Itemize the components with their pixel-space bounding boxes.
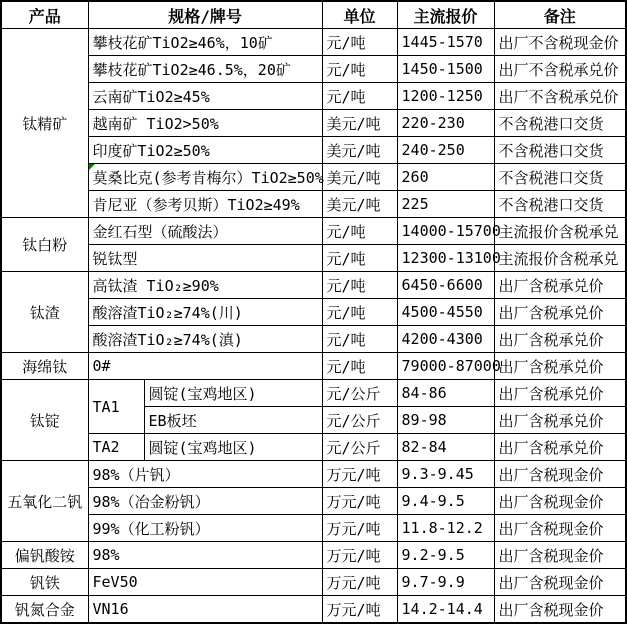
note-cell: 出厂含税承兑价 [494, 434, 626, 461]
spec-cell: 98%（片钒） [88, 461, 322, 488]
spec-cell: 99%（化工粉钒） [88, 515, 322, 542]
note-cell: 出厂含税现金价 [494, 488, 626, 515]
note-cell: 出厂不含税承兑价 [494, 83, 626, 110]
grade-cell: TA2 [88, 434, 144, 461]
spec-cell: FeV50 [88, 569, 322, 596]
unit-cell: 万元/吨 [322, 461, 397, 488]
spec-cell: 98%（冶金粉钒） [88, 488, 322, 515]
table-row [1, 191, 626, 218]
price-cell: 82-84 [397, 434, 494, 461]
price-cell: 260 [397, 164, 494, 191]
header-unit: 单位 [322, 1, 397, 29]
product-cell: 钛锭 [1, 380, 88, 461]
table-row [1, 164, 626, 191]
table-row [1, 83, 626, 110]
header-product: 产品 [1, 1, 88, 29]
table-row [1, 29, 626, 56]
table-row [1, 569, 626, 596]
spec-cell: 攀枝花矿TiO2≥46.5%，20矿 [88, 56, 322, 83]
table-row [1, 488, 626, 515]
product-cell: 钛精矿 [1, 29, 88, 218]
price-cell: 220-230 [397, 110, 494, 137]
price-cell: 11.8-12.2 [397, 515, 494, 542]
spec-cell: 高钛渣 TiO₂≥90% [88, 272, 322, 299]
table-row [1, 299, 626, 326]
header-row [1, 1, 626, 29]
note-cell: 出厂含税承兑价 [494, 272, 626, 299]
price-cell: 9.2-9.5 [397, 542, 494, 569]
spec-cell: 0# [88, 353, 322, 380]
unit-cell: 万元/吨 [322, 488, 397, 515]
table-row [1, 56, 626, 83]
note-cell: 出厂含税现金价 [494, 515, 626, 542]
spec-cell: 金红石型（硫酸法） [88, 218, 322, 245]
note-cell: 出厂不含税现金价 [494, 29, 626, 56]
unit-cell: 元/公斤 [322, 407, 397, 434]
note-cell: 出厂含税承兑价 [494, 299, 626, 326]
unit-cell: 美元/吨 [322, 110, 397, 137]
unit-cell: 万元/吨 [322, 596, 397, 624]
note-cell: 不含税港口交货 [494, 137, 626, 164]
note-cell: 出厂含税现金价 [494, 596, 626, 624]
unit-cell: 元/吨 [322, 326, 397, 353]
spec-cell: 圆锭(宝鸡地区) [144, 434, 322, 461]
table-row [1, 380, 626, 407]
note-cell: 主流报价含税承兑 [494, 218, 626, 245]
table-row [1, 461, 626, 488]
grade-cell: TA1 [88, 380, 144, 434]
table-row [1, 434, 626, 461]
unit-cell: 元/吨 [322, 272, 397, 299]
unit-cell: 万元/吨 [322, 542, 397, 569]
header-spec: 规格/牌号 [88, 1, 322, 29]
spec-cell: 98% [88, 542, 322, 569]
spec-cell: 印度矿TiO2≥50% [88, 137, 322, 164]
unit-cell: 万元/吨 [322, 569, 397, 596]
unit-cell: 万元/吨 [322, 515, 397, 542]
spec-cell: 肯尼亚（参考贝斯）TiO2≥49% [88, 191, 322, 218]
unit-cell: 元/吨 [322, 83, 397, 110]
price-cell: 1445-1570 [397, 29, 494, 56]
price-cell: 240-250 [397, 137, 494, 164]
note-cell: 出厂不含税承兑价 [494, 56, 626, 83]
unit-cell: 元/吨 [322, 56, 397, 83]
price-cell: 12300-13100 [397, 245, 494, 272]
spec-cell: EB板坯 [144, 407, 322, 434]
header-note: 备注 [494, 1, 626, 29]
note-cell: 不含税港口交货 [494, 164, 626, 191]
price-cell: 6450-6600 [397, 272, 494, 299]
spec-cell: 越南矿 TiO2>50% [88, 110, 322, 137]
table-row [1, 326, 626, 353]
note-cell: 不含税港口交货 [494, 191, 626, 218]
price-cell: 9.4-9.5 [397, 488, 494, 515]
unit-cell: 美元/吨 [322, 164, 397, 191]
product-cell: 钛渣 [1, 272, 88, 353]
spec-cell: 云南矿TiO2≥45% [88, 83, 322, 110]
note-cell: 出厂含税现金价 [494, 461, 626, 488]
price-cell: 4200-4300 [397, 326, 494, 353]
note-cell: 出厂含税承兑价 [494, 353, 626, 380]
note-cell: 出厂含税承兑价 [494, 380, 626, 407]
price-cell: 1200-1250 [397, 83, 494, 110]
comment-marker-icon [89, 164, 95, 170]
note-cell: 出厂含税承兑价 [494, 407, 626, 434]
unit-cell: 美元/吨 [322, 191, 397, 218]
price-cell: 84-86 [397, 380, 494, 407]
product-cell: 钒铁 [1, 569, 88, 596]
note-cell: 主流报价含税承兑 [494, 245, 626, 272]
note-cell: 出厂含税承兑价 [494, 326, 626, 353]
price-cell: 1450-1500 [397, 56, 494, 83]
unit-cell: 元/吨 [322, 218, 397, 245]
note-cell: 不含税港口交货 [494, 110, 626, 137]
product-cell: 五氧化二钒 [1, 461, 88, 542]
price-cell: 79000-87000 [397, 353, 494, 380]
table-row [1, 272, 626, 299]
price-cell: 4500-4550 [397, 299, 494, 326]
unit-cell: 美元/吨 [322, 137, 397, 164]
table-row [1, 542, 626, 569]
product-cell: 海绵钛 [1, 353, 88, 380]
spec-cell: VN16 [88, 596, 322, 624]
spec-cell: 酸溶渣TiO₂≥74%(川) [88, 299, 322, 326]
unit-cell: 元/吨 [322, 299, 397, 326]
spec-cell: 攀枝花矿TiO2≥46%，10矿 [88, 29, 322, 56]
header-price: 主流报价 [397, 1, 494, 29]
table-row [1, 137, 626, 164]
spec-cell: 酸溶渣TiO₂≥74%(滇) [88, 326, 322, 353]
note-cell: 出厂含税现金价 [494, 569, 626, 596]
product-cell: 钛白粉 [1, 218, 88, 272]
table-row [1, 110, 626, 137]
price-cell: 89-98 [397, 407, 494, 434]
price-cell: 9.3-9.45 [397, 461, 494, 488]
price-cell: 225 [397, 191, 494, 218]
table-row [1, 245, 626, 272]
note-cell: 出厂含税现金价 [494, 542, 626, 569]
spec-cell: 圆锭(宝鸡地区) [144, 380, 322, 407]
spec-text: 莫桑比克(参考肯梅尔）TiO2≥50% [92, 168, 324, 187]
price-cell: 9.7-9.9 [397, 569, 494, 596]
price-cell: 14000-15700 [397, 218, 494, 245]
product-cell: 偏钒酸铵 [1, 542, 88, 569]
unit-cell: 元/公斤 [322, 380, 397, 407]
unit-cell: 元/公斤 [322, 434, 397, 461]
unit-cell: 元/吨 [322, 29, 397, 56]
unit-cell: 元/吨 [322, 245, 397, 272]
table-row [1, 596, 626, 624]
spec-cell: 锐钛型 [88, 245, 322, 272]
unit-cell: 元/吨 [322, 353, 397, 380]
spec-cell [88, 164, 322, 191]
table-row [1, 515, 626, 542]
table-row [1, 353, 626, 380]
product-cell: 钒氮合金 [1, 596, 88, 624]
table-row [1, 218, 626, 245]
price-cell: 14.2-14.4 [397, 596, 494, 624]
